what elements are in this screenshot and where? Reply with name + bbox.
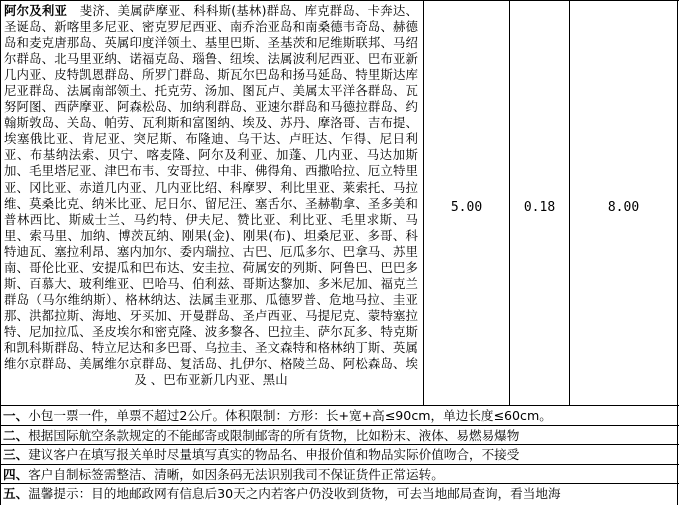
note-index: 二、 (3, 428, 29, 443)
price-value-3: 8.00 (607, 200, 640, 215)
price-value-2: 0.18 (523, 200, 556, 215)
note-row (3, 426, 679, 445)
note-index: 三、 (3, 447, 29, 462)
table-left-border (0, 0, 1, 505)
price-value-1: 5.00 (450, 200, 483, 215)
note-index: 一、 (3, 408, 29, 423)
country-list-cell (4, 3, 418, 403)
note-index: 四、 (3, 467, 29, 482)
note-row (3, 465, 679, 484)
table-top-border (0, 0, 679, 1)
note-row (3, 484, 679, 503)
note-text: 根据国际航空条款规定的不能邮寄或限制邮寄的所有货物，比如粉末、液体、易燃易爆物 (28, 428, 520, 443)
note-index: 五、 (3, 486, 29, 501)
country-list: 斐济、美属萨摩亚、科科斯(基林)群岛、库克群岛、卡奔达、圣诞岛、新喀里多尼亚、密克罗尼西亚、南乔治亚岛和南桑德韦奇岛、赫德岛和麦克唐那岛、英属印度洋领土、基里巴斯、圣基茨和尼维斯联邦、马绍尔群岛、北马里亚纳、诺福克岛、瑙鲁、纽埃、法属波利尼西亚、巴布亚新几内亚、皮特凯恩群岛、所罗门群岛、斯瓦尔巴岛和扬马延岛、特里斯达库尼亚群岛、法属南部领土、托克劳、汤加、图瓦卢、美属太平洋各群岛、瓦努阿图、西萨摩亚、阿森松岛、加纳利群岛、亚速尔群岛和马德拉群岛、约翰斯敦岛、关岛、帕劳、瓦利斯和富图纳、埃及、苏丹、摩洛哥、吉布提、埃塞俄比亚、肯尼亚、突尼斯、布隆迪、乌干达、卢旺达、乍得、尼日利亚、布基纳法索、贝宁、喀麦隆、阿尔及利亚、加蓬、几内亚、马达加斯加、毛里塔尼亚、津巴布韦、安哥拉、中非、佛得角、西撒哈拉、厄立特里亚、冈比亚、赤道几内亚、几内亚比绍、科摩罗、利比里亚、莱索托、马拉维、莫桑比克、纳米比亚、尼日尔、留尼汪、塞舌尔、圣赫勒拿、圣多美和普林西比、斯威士兰、马约特、伊夫尼、赞比亚、利比亚、毛里求斯、马里、索马里、加纳、博茨瓦纳、刚果(金)、刚果(布)、坦桑尼亚、多哥、科特迪瓦、塞拉利昂、塞内加尔、委内瑞拉、古巴、厄瓜多尔、巴拿马、苏里南、哥伦比亚、安提瓜和巴布达、安圭拉、荷属安的列斯、阿鲁巴、巴巴多斯、百慕大、玻利维亚、巴哈马、伯利兹、哥斯达黎加、多米尼加、福克兰群岛（马尔维纳斯）、格林纳达、法属圭亚那、瓜德罗普、危地马拉、圭亚那、洪都拉斯、海地、牙买加、开曼群岛、圣卢西亚、马提尼克、蒙特塞拉特、尼加拉瓜、圣皮埃尔和密克隆、波多黎各、巴拉圭、萨尔瓦多、特克斯和凯科斯群岛、特立尼达和多巴哥、乌拉圭、圣文森特和格林纳丁斯、英属维尔京群岛、美属维尔京群岛、复活岛、扎伊尔、格陵兰岛、阿松森岛、埃及 、巴布亚新几内亚、黑山 (4, 3, 418, 388)
note-text: 建议客户在填写报关单时尽量填写真实的物品名、申报价值和物品实际价值吻合，不接受 (28, 447, 520, 462)
note-row (3, 406, 679, 425)
note-text: 温馨提示：目的地邮政网有信息后30天之内若客户仍没收到货物，可去当地邮局查询，看当地海 (28, 486, 561, 501)
note-row (3, 445, 679, 464)
country-list-lead: 阿尔及利亚 (4, 3, 68, 18)
note-text: 小包一票一件，单票不超过2公斤。体积限制：方形：长+宽+高≤90cm，单边长度≤60cm。 (28, 408, 552, 423)
note-text: 客户自制标签需整洁、清晰，如因条码无法识别我司不保证货件正常运转。 (28, 467, 444, 482)
